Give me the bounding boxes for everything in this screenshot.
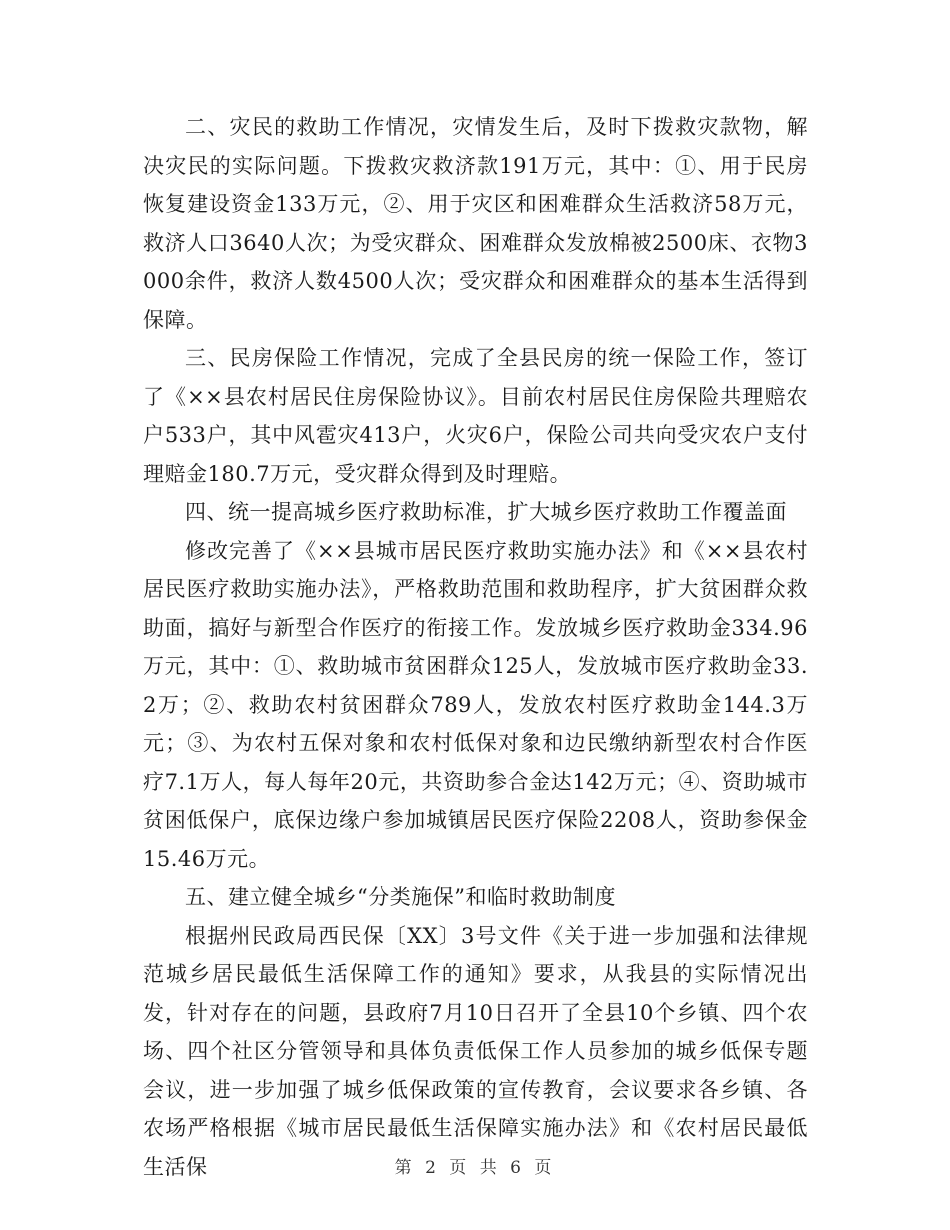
paragraph-medical-aid: 修改完善了《××县城市居民医疗救助实施办法》和《××县农村居民医疗救助实施办法》，严格救助范围和救助程序，扩大贫困群众救助面，搞好与新型合作医疗的衔接工作。发放城乡医疗救助金334.96万元，其中：①、救助城市贫困群众125人，发放城市医疗救助金33.2万；②、救助农村贫困群众789人，发放农村医疗救助金144.3万元；③、为农村五保对象和农村低保对象和边民缴纳新型农村合作医疗7.1万人，每人每年20元，共资助参合金达142万元；④、资助城市贫困低保户，底保边缘户参加城镇居民医疗保险2208人，资助参保金15.46万元。 (143, 538, 808, 871)
document-body (143, 108, 808, 1186)
paragraph-disaster-relief: 二、灾民的救助工作情况，灾情发生后，及时下拨救灾款物，解决灾民的实际问题。下拨救灾救济款191万元，其中：①、用于民房恢复建设资金133万元，②、用于灾区和困难群众生活救济58万元，救济人口3640人次；为受灾群众、困难群众发放棉被2500床、衣物3000余件，救济人数4500人次；受灾群众和困难群众的基本生活得到保障。 (143, 115, 808, 332)
paragraph-minimum-living: 根据州民政局西民保〔XX〕3号文件《关于进一步加强和法律规范城乡居民最低生活保障工作的通知》要求，从我县的实际情况出发，针对存在的问题，县政府7月10日召开了全县10个乡镇、四个农场、四个社区分管领导和具体负责低保工作人员参加的城乡低保专题会议，进一步加强了城乡低保政策的宣传教育，会议要求各乡镇、各农场严格根据《城市居民最低生活保障实施办法》和《农村居民最低生活保 (143, 923, 808, 1179)
heading-classified-aid: 五、建立健全城乡“分类施保”和临时救助制度 (185, 885, 616, 909)
paragraph-housing-insurance: 三、民房保险工作情况，完成了全县民房的统一保险工作，签订了《××县农村居民住房保险协议》。目前农村居民住房保险共理赔农户533户，其中风雹灾413户，火灾6户，保险公司共向受灾农户支付理赔金180.7万元，受灾群众得到及时理赔。 (143, 346, 808, 486)
page-footer: 第 2 页 共 6 页 (394, 1158, 556, 1178)
heading-medical-aid: 四、统一提高城乡医疗救助标准，扩大城乡医疗救助工作覆盖面 (185, 500, 787, 524)
